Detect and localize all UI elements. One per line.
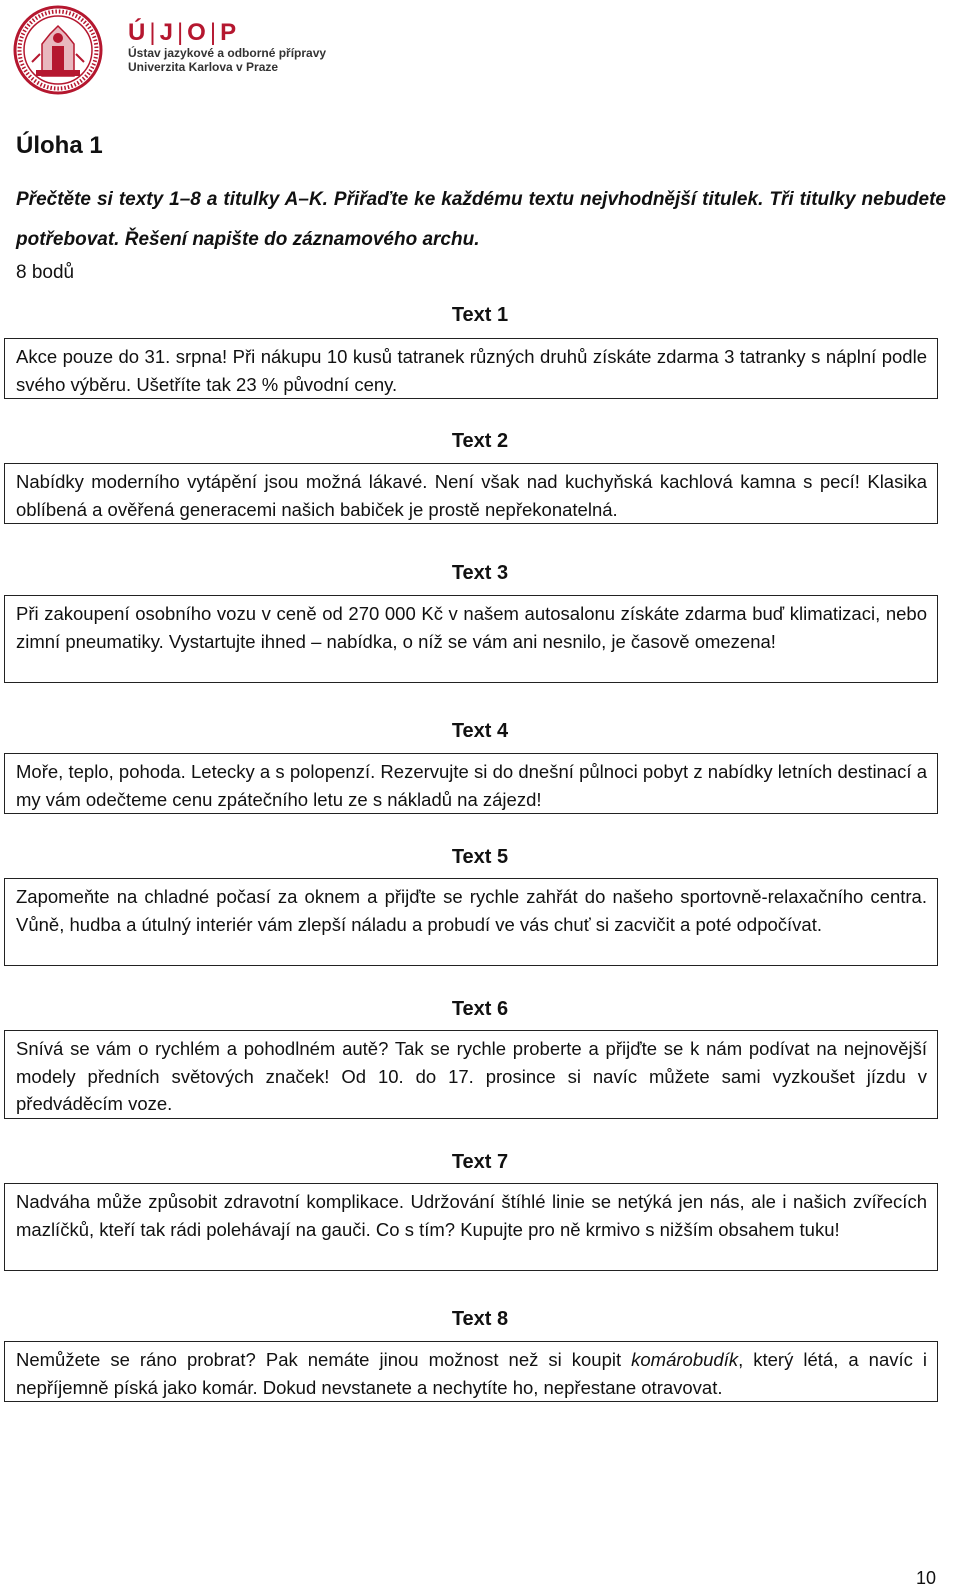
text-1-box: Akce pouze do 31. srpna! Při nákupu 10 kusů tatranek různých druhů získáte zdarma 3 tatranky s náplní podle svého výběru. Ušetříte tak 23 % původní ceny. [4,338,938,399]
text-8-body-end: , který létá, a navíc i nepříjemně píská jako komár. Dokud nevstanete a nechytíte ho, nepřestane otravovat. [16,1349,928,1398]
text-3-box: Při zakoupení osobního vozu v ceně od 270 000 Kč v našem autosalonu získáte zdarma buď klimatizaci, nebo zimní pneumatiky. Vystartujte ihned – nabídka, o níž se vám ani nesnilo, je časově omezena! [4,595,938,683]
text-6-label: Text 6 [451,998,509,1020]
text-8-body-italic: komárobudík [631,1349,739,1370]
text-5-box: Zapomeňte na chladné počasí za oknem a přijďte se rychle zahřát do našeho sportovně-relaxačního centra. Vůně, hudba a útulný interiér vám zlepší náladu a probudí ve vás chuť si zacvičit a poté odpočívat. [4,878,938,966]
text-1-label: Text 1 [451,304,509,326]
text-3-label: Text 3 [451,562,509,584]
text-5-label: Text 5 [451,846,509,868]
task-instruction: Přečtěte si texty 1–8 a titulky A–K. Přiřaďte ke každému textu nejvhodnější titulek. Tři titulky nebudete potřebovat. Řešení napište do záznamového archu. [16,189,946,250]
text-8-body-start: Nemůžete se ráno probrat? Pak nemáte jinou možnost než si koupit [16,1349,632,1370]
task-heading: Úloha 1 [16,132,103,159]
institute-name: Ústav jazykové a odborné přípravy [128,46,327,60]
header [12,4,432,96]
institute-logo-acronym: Ú | J | O | P [128,19,238,46]
brand-letter-p: P [220,19,238,46]
page-number: 10 [915,1568,936,1588]
university-name: Univerzita Karlova v Praze [128,60,279,74]
brand-letter-j: J [159,19,174,46]
text-7-box: Nadváha může způsobit zdravotní komplikace. Udržování štíhlé linie se netýká jen nás, ale i našich zvířecích mazlíčků, kteří tak rádi polehávají na gauči. Co s tím? Kupujte pro ně krmivo s nižším obsahem tuku! [4,1183,938,1271]
logo-text [128,20,326,74]
text-8-label: Text 8 [451,1308,509,1330]
brand-letter-u: Ú [128,19,147,46]
brand-letter-o: O [187,19,207,46]
text-8-box [4,1341,938,1402]
text-2-label: Text 2 [451,430,509,452]
university-seal-icon [12,4,104,96]
text-4-label: Text 4 [451,720,509,742]
text-6-box: Snívá se vám o rychlém a pohodlném autě? Tak se rychle proberte a přijďte se k nám podívat na nejnovější modely předních světových značek! Od 10. do 17. prosince si navíc můžete sami vyzkoušet jízdu v předváděcím voze. [4,1030,938,1119]
task-points: 8 bodů [16,262,75,283]
text-2-box: Nabídky moderního vytápění jsou možná lákavé. Není však nad kuchyňská kachlová kamna s pecí! Klasika oblíbená a ověřená generacemi našich babiček je prostě nepřekonatelná. [4,463,938,524]
text-7-label: Text 7 [451,1151,509,1173]
text-4-box: Moře, teplo, pohoda. Letecky a s polopenzí. Rezervujte si do dnešní půlnoci pobyt z nabídky letních destinací a my vám odečteme cenu zpátečního letu ze s nákladů na zájezd! [4,753,938,814]
